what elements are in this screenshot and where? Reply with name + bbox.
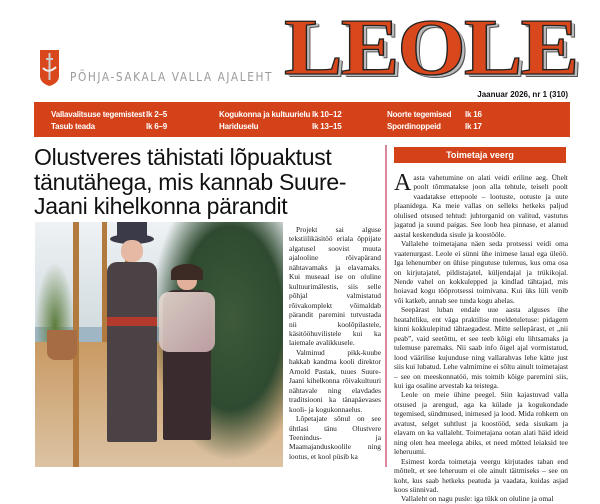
contents-item-page: lk 17 — [465, 122, 482, 131]
article-paragraph: Lõpetajate sõnul on see ühtlasi tänu Olustvere Teenindus- ja Maamajanduskoolile ning lootus, et kool püsib ka — [289, 414, 381, 461]
contents-item-label[interactable]: Hariduselu — [219, 122, 259, 131]
article-photo — [35, 222, 283, 467]
article-paragraph: Valminud pikk-kuube hakkab kandma kooli direktor Arnold Pastak, tuues Suure-Jaani kihelkonna rõivakultuuri nähtavale ning elavdades traditsiooni ka tänapäevases kooli- ja kogukonnaelus. — [289, 347, 381, 414]
issue-info: Jaanuar 2026, nr 1 (310) — [477, 90, 568, 99]
editorial-body — [394, 170, 568, 504]
article-body — [289, 225, 381, 461]
contents-item-label[interactable]: Kogukonna ja kultuurielu — [219, 110, 311, 119]
masthead-subtitle: PÕHJA-SAKALA VALLA AJALEHT — [70, 70, 274, 84]
editorial-paragraph: Vallalehe toimetajana näen seda protsessi veidi oma vaatenurgast. Leole ei sünni ühe inimese laual ega üleöö. Iga lehenumber on ühise pingutuse tulemus, kus oma osa on kirjutajatel, pildistajatel, küljendajal ja trükikojal. Nende vahel on kokkulepped ja kindlad tähtajad, mis hoiavad kogu tööprotsessi toimivana. Kui üks lüli venib või katkeb, annab see tunda kogu ahelas. — [394, 239, 568, 305]
contents-item-page: lk 16 — [465, 110, 482, 119]
contents-item-label[interactable]: Vallavalitsuse tegemistest — [51, 110, 145, 119]
newspaper-logo: LEOLE — [284, 3, 578, 93]
contents-item-page: lk 2–5 — [146, 110, 168, 119]
editorial-paragraph: Vallaleht on nagu pusle: iga tükk on oluline ja omal — [401, 494, 554, 504]
editorial-paragraph: asta vahetumine on alati veidi eriline aeg. Ühelt poolt tõmmatakse joon alla tehtule, teiselt poolt vaadatakse ettepoole – lootuste, ootuste ja uute plaanidega. Ka meie vallas on selleks hetkeks paljud olulised otsused tehtud: juhtorganid on valitud, vastutus jagatud ja suund paigas. See loob hea pinnase, et alanud aastal keskenduda sisule ja koostööle. — [394, 173, 568, 239]
contents-item-page: lk 13–15 — [312, 122, 342, 131]
contents-item-label[interactable]: Spordinoppeid — [387, 122, 441, 131]
contents-item-label[interactable]: Tasub teada — [51, 122, 95, 131]
contents-item-label[interactable]: Noorte tegemised — [387, 110, 452, 119]
editorial-heading: Toimetaja veerg — [394, 147, 566, 163]
editorial-paragraph: Esimest korda toimetaja veergu kirjutades taban end mõttelt, et see leheruum ei ole ainult täitmiseks – see on koht, kus saab hetkeks peatuda ja vaadata, kuidas asjad koos sünnivad. — [394, 456, 568, 494]
article-paragraph: Projekt sai alguse tekstiilikäsitöö eriala õppijate algatusel soovist muuta ajalooline rõivapärand nähtavamaks ja elavamaks. Kui museaal ise on oluline kultuurimälestis, siis selle põhjal valmistatud rõivakomplekt võimaldab pärandit paremini tutvustada nii koolõpilastele, käsitööhuvilistele kui ka laiemale avalikkusele. — [289, 225, 381, 348]
article-headline: Olustveres tähistati lõpuaktust tänutähega, mis kannab Suure-Jaani kihelkonna pärandit — [34, 144, 347, 219]
editorial-paragraph: Seepärast luban endale uue aasta alguses ühe heatahtliku, ent väga praktilise meeldetuletuse: pidagem kinni kokkulepitud tähtaegadest. Mitte sellepärast, et „nii peab”, vaid seetõttu, et see teeb kõigi elu lihtsamaks ja tulemuse paremaks. Nii saab info õigel ajal vormistatud, lood väärilise kujunduse ning vallarahvas lehe kätte just siis kui lubatud. Lehe valmimine ei sõltu ainult toimetajast – see on meeskonnatöö, mis toimib kõige paremini siis, kui iga osaline arvestab ka teistega. — [394, 305, 568, 390]
contents-item-page: lk 10–12 — [312, 110, 342, 119]
contents-banner — [34, 102, 570, 137]
drop-cap: A — [394, 170, 412, 196]
editorial-paragraph: Leole on meie ühine peegel. Siin kajastuvad valla otsused ja arengud, aga ka külade ja kogukondade tegemised, sündmused, inimesed ja lood. Mida rohkem on avatust, selget suhtlust ja koostööd, seda sisukam ja elavam on ka vallaleht. Toimetajana ootan alati häid ideid ning olen hea meelega abiks, et need mõtted leiaksid tee leheruumi. — [394, 390, 568, 457]
coat-of-arms-icon — [40, 50, 59, 86]
contents-item-page: lk 6–9 — [146, 122, 168, 131]
